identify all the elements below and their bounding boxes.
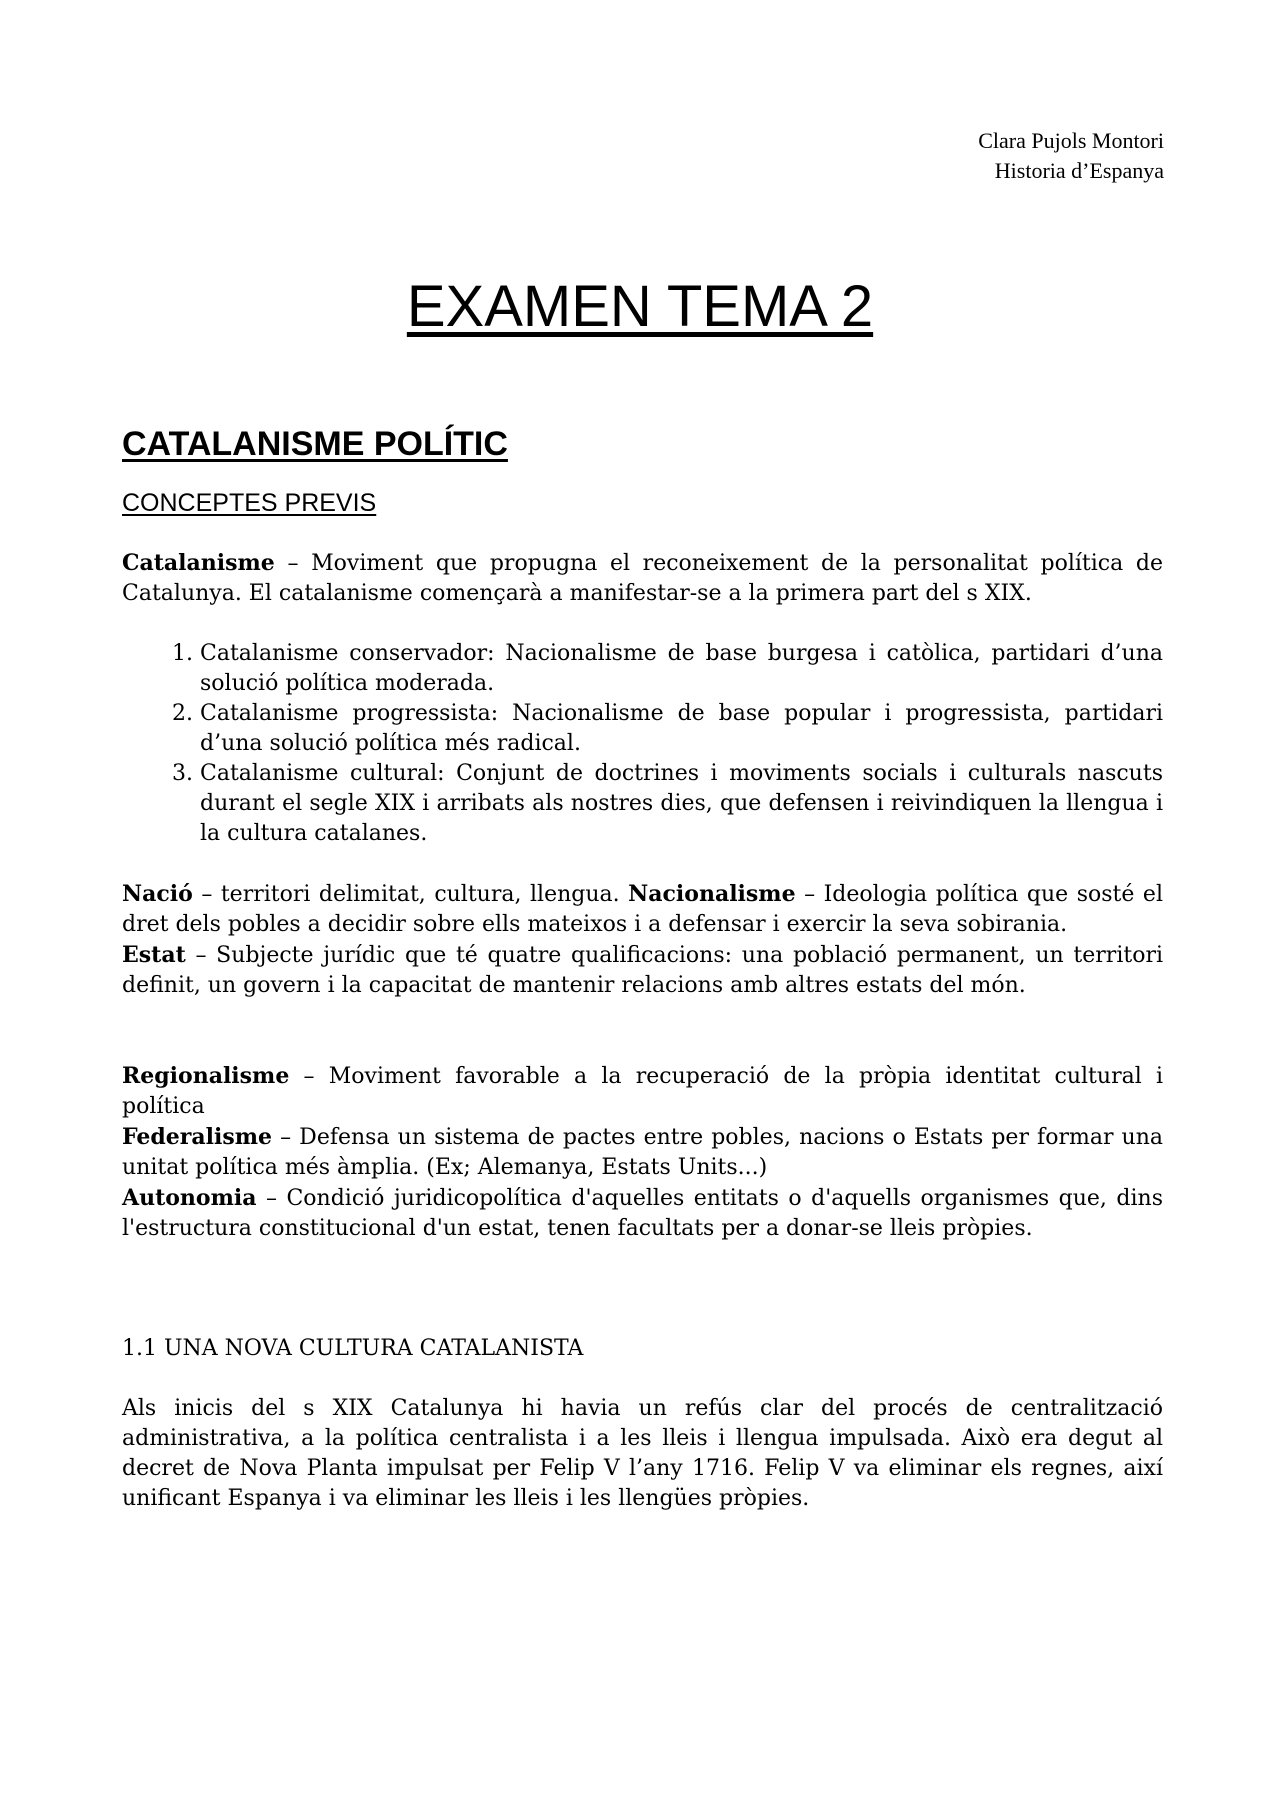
list-item: 3. Catalanisme cultural: Conjunt de doctrines i moviments socials i culturals nascuts durant el segle XIX i arribats als nostres dies, que defensen i reivindiquen la llengua i la cultura catalanes. <box>200 759 1163 849</box>
term-catalanisme: Catalanisme <box>122 550 275 576</box>
definition-estat-text: – Subjecte jurídic que té quatre qualificacions: una població permanent, un territori definit, un govern i la capacitat de mantenir relacions amb altres estats del món. <box>122 943 1163 998</box>
definition-nacio-text: – territori delimitat, cultura, llengua. <box>192 882 629 907</box>
catalanisme-types-list <box>122 639 1163 849</box>
spacer <box>122 1244 1163 1334</box>
definition-autonomia-text: – Condició juridicopolítica d'aquelles entitats o d'aquells organismes que, dins l'estructura constitucional d'un estat, tenen facultats per a donar-se lleis pròpies. <box>122 1186 1163 1241</box>
spacer <box>122 1001 1163 1061</box>
document-title-text: EXAMEN TEMA 2 <box>406 274 874 339</box>
author-name: Clara Pujols Montori <box>978 128 1164 153</box>
definition-federalisme <box>122 1122 1163 1183</box>
subject-name: Historia d’Espanya <box>994 158 1164 183</box>
section2-paragraph: Als inicis del s XIX Catalunya hi havia un refús clar del procés de centralització administrativa, a la política centralista i a les lleis i llengua impulsada. Això era degut al decret de Nova Planta impulsat per Felip V l’any 1716. Felip V va eliminar els regnes, així unificant Espanya i va eliminar les lleis i les llengües pròpies. <box>122 1396 1163 1511</box>
section2-heading: 1.1 UNA NOVA CULTURA CATALANISTA <box>122 1336 584 1361</box>
list-item: 1. Catalanisme conservador: Nacionalisme de base burgesa i catòlica, partidari d’una solució política moderada. <box>200 639 1163 699</box>
definition-nacio <box>122 879 1163 940</box>
definition-nacionalisme-text: – Ideologia política que sosté el dret dels pobles a decidir sobre ells mateixos i a defensar i exercir la seva sobirania. <box>122 882 1163 937</box>
term-nacio: Nació <box>122 881 193 907</box>
definition-catalanisme <box>122 548 1163 609</box>
term-regionalisme: Regionalisme <box>122 1063 290 1089</box>
definition-federalisme-text: – Defensa un sistema de pactes entre pobles, nacions o Estats per formar una unitat política més àmplia. (Ex; Alemanya, Estats Units...) <box>122 1125 1163 1180</box>
definition-regionalisme-text: – Moviment favorable a la recuperació de la pròpia identitat cultural i política <box>122 1064 1163 1119</box>
subsection-heading: CONCEPTES PREVIS <box>122 489 377 517</box>
term-autonomia: Autonomia <box>122 1185 257 1211</box>
definition-regionalisme <box>122 1061 1163 1122</box>
term-estat: Estat <box>122 942 186 968</box>
term-nacionalisme: Nacionalisme <box>628 881 796 907</box>
term-federalisme: Federalisme <box>122 1124 273 1150</box>
section-heading: CATALANISME POLÍTIC <box>122 425 508 463</box>
document-header <box>978 126 1164 186</box>
definition-autonomia <box>122 1183 1163 1244</box>
definition-estat <box>122 940 1163 1001</box>
document-body <box>122 420 1163 1514</box>
document-title <box>0 272 1280 342</box>
definition-catalanisme-text: – Moviment que propugna el reconeixement de la personalitat política de Catalunya. El catalanisme començarà a manifestar-se a la primera part del s XIX. <box>122 551 1163 606</box>
list-item: 2. Catalanisme progressista: Nacionalisme de base popular i progressista, partidari d’una solució política més radical. <box>200 699 1163 759</box>
